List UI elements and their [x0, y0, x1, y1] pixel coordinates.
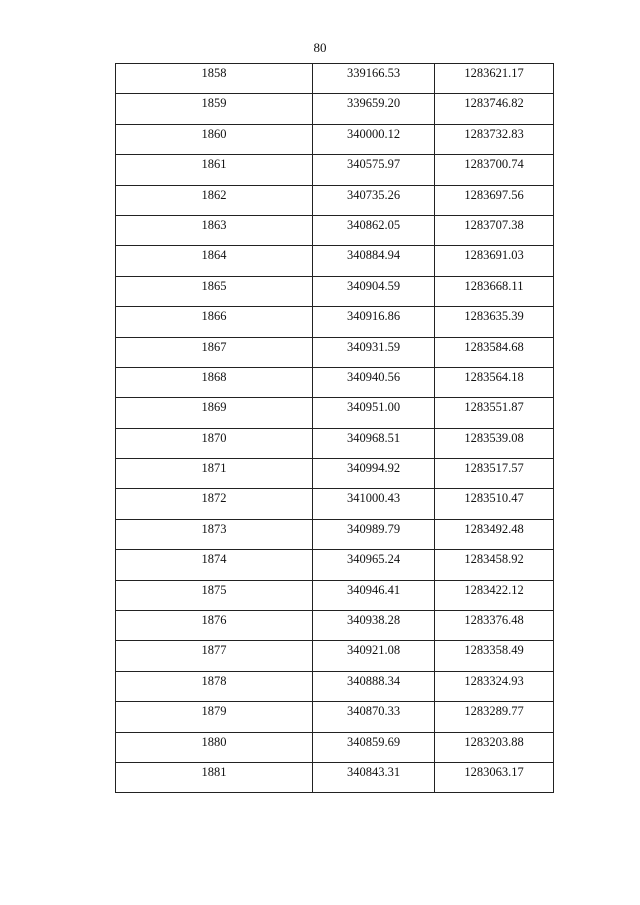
x-coordinate-cell: [313, 337, 435, 367]
cell-text: 340843.31: [346, 764, 401, 779]
cell-text: 1283510.47: [464, 491, 524, 506]
cell-text: 340859.69: [346, 734, 401, 749]
cell-text: 340951.00: [346, 400, 401, 415]
cell-text: 1283458.92: [464, 552, 524, 567]
y-coordinate-cell: [435, 307, 554, 337]
cell-text: 1283539.08: [464, 430, 524, 445]
x-coordinate-cell: [313, 367, 435, 397]
point-number-cell: [116, 702, 313, 732]
cell-text: 1283635.39: [464, 309, 524, 324]
x-coordinate-cell: [313, 185, 435, 215]
x-coordinate-cell: [313, 580, 435, 610]
cell-text: 340921.08: [346, 643, 401, 658]
x-coordinate-cell: [313, 641, 435, 671]
x-coordinate-cell: [313, 671, 435, 701]
point-number-cell: [116, 64, 313, 94]
cell-text: 1870: [201, 430, 227, 445]
table-row: [116, 428, 554, 458]
page-number: 80: [313, 40, 327, 55]
x-coordinate-cell: [313, 307, 435, 337]
table-row: [116, 519, 554, 549]
y-coordinate-cell: [435, 732, 554, 762]
cell-text: 1866: [201, 309, 227, 324]
cell-text: 1867: [201, 339, 227, 354]
y-coordinate-cell: [435, 702, 554, 732]
table-row: [116, 64, 554, 94]
cell-text: 1283422.12: [464, 582, 524, 597]
cell-text: 340884.94: [346, 248, 401, 263]
cell-text: 1283584.68: [464, 339, 524, 354]
cell-text: 1283697.56: [464, 187, 524, 202]
cell-text: 1283358.49: [464, 643, 524, 658]
y-coordinate-cell: [435, 489, 554, 519]
coordinate-table: [115, 63, 554, 793]
point-number-cell: [116, 276, 313, 306]
cell-text: 1869: [201, 400, 227, 415]
y-coordinate-cell: [435, 64, 554, 94]
x-coordinate-cell: [313, 702, 435, 732]
point-number-cell: [116, 94, 313, 124]
cell-text: 1880: [201, 734, 227, 749]
point-number-cell: [116, 185, 313, 215]
y-coordinate-cell: [435, 185, 554, 215]
cell-text: 1283492.48: [464, 521, 524, 536]
cell-text: 1871: [201, 461, 227, 476]
cell-text: 340888.34: [346, 673, 401, 688]
y-coordinate-cell: [435, 124, 554, 154]
x-coordinate-cell: [313, 215, 435, 245]
y-coordinate-cell: [435, 276, 554, 306]
y-coordinate-cell: [435, 459, 554, 489]
table-row: [116, 185, 554, 215]
cell-text: 1283707.38: [464, 217, 524, 232]
cell-text: 1283551.87: [464, 400, 524, 415]
point-number-cell: [116, 459, 313, 489]
cell-text: 1283063.17: [464, 764, 524, 779]
cell-text: 1860: [201, 126, 227, 141]
cell-text: 340968.51: [346, 430, 401, 445]
cell-text: 340938.28: [346, 613, 401, 628]
table-row: [116, 732, 554, 762]
cell-text: 1283376.48: [464, 613, 524, 628]
y-coordinate-cell: [435, 550, 554, 580]
cell-text: 340931.59: [346, 339, 401, 354]
y-coordinate-cell: [435, 671, 554, 701]
cell-text: 1283324.93: [464, 673, 524, 688]
point-number-cell: [116, 671, 313, 701]
cell-text: 1283700.74: [464, 157, 524, 172]
cell-text: 1283289.77: [464, 704, 524, 719]
point-number-cell: [116, 398, 313, 428]
table-row: [116, 550, 554, 580]
cell-text: 340946.41: [346, 582, 401, 597]
cell-text: 340735.26: [346, 187, 401, 202]
table-row: [116, 702, 554, 732]
table-row: [116, 398, 554, 428]
x-coordinate-cell: [313, 155, 435, 185]
cell-text: 339659.20: [346, 96, 401, 111]
table-row: [116, 307, 554, 337]
cell-text: 1859: [201, 96, 227, 111]
cell-text: 340965.24: [346, 552, 401, 567]
y-coordinate-cell: [435, 611, 554, 641]
cell-text: 1865: [201, 278, 227, 293]
cell-text: 340862.05: [346, 217, 401, 232]
table-row: [116, 367, 554, 397]
cell-text: 339166.53: [346, 66, 401, 80]
x-coordinate-cell: [313, 276, 435, 306]
cell-text: 1858: [201, 66, 227, 80]
x-coordinate-cell: [313, 519, 435, 549]
cell-text: 340000.12: [346, 126, 401, 141]
table-row: [116, 246, 554, 276]
cell-text: 340994.92: [346, 461, 401, 476]
y-coordinate-cell: [435, 215, 554, 245]
table-row: [116, 94, 554, 124]
y-coordinate-cell: [435, 519, 554, 549]
y-coordinate-cell: [435, 246, 554, 276]
cell-text: 1283746.82: [464, 96, 524, 111]
point-number-cell: [116, 519, 313, 549]
x-coordinate-cell: [313, 428, 435, 458]
x-coordinate-cell: [313, 64, 435, 94]
x-coordinate-cell: [313, 459, 435, 489]
y-coordinate-cell: [435, 155, 554, 185]
cell-text: 1874: [201, 552, 227, 567]
y-coordinate-cell: [435, 762, 554, 792]
cell-text: 1862: [201, 187, 227, 202]
cell-text: 340916.86: [346, 309, 401, 324]
y-coordinate-cell: [435, 367, 554, 397]
cell-text: 1868: [201, 369, 227, 384]
x-coordinate-cell: [313, 550, 435, 580]
point-number-cell: [116, 489, 313, 519]
cell-text: 1881: [201, 764, 227, 779]
point-number-cell: [116, 611, 313, 641]
point-number-cell: [116, 124, 313, 154]
x-coordinate-cell: [313, 124, 435, 154]
x-coordinate-cell: [313, 611, 435, 641]
x-coordinate-cell: [313, 246, 435, 276]
point-number-cell: [116, 337, 313, 367]
y-coordinate-cell: [435, 94, 554, 124]
point-number-cell: [116, 307, 313, 337]
point-number-cell: [116, 641, 313, 671]
cell-text: 1875: [201, 582, 227, 597]
point-number-cell: [116, 155, 313, 185]
point-number-cell: [116, 580, 313, 610]
table-row: [116, 124, 554, 154]
cell-text: 340870.33: [346, 704, 401, 719]
table-row: [116, 489, 554, 519]
cell-text: 1283668.11: [464, 278, 524, 293]
y-coordinate-cell: [435, 580, 554, 610]
table-row: [116, 459, 554, 489]
table-row: [116, 611, 554, 641]
table-row: [116, 580, 554, 610]
cell-text: 1861: [201, 157, 227, 172]
point-number-cell: [116, 732, 313, 762]
table-row: [116, 215, 554, 245]
point-number-cell: [116, 428, 313, 458]
table-row: [116, 762, 554, 792]
cell-text: 340904.59: [346, 278, 401, 293]
table-row: [116, 641, 554, 671]
cell-text: 1879: [201, 704, 227, 719]
cell-text: 340940.56: [346, 369, 401, 384]
cell-text: 1873: [201, 521, 227, 536]
cell-text: 1283203.88: [464, 734, 524, 749]
cell-text: 1878: [201, 673, 227, 688]
table-row: [116, 671, 554, 701]
cell-text: 340989.79: [346, 521, 401, 536]
x-coordinate-cell: [313, 489, 435, 519]
point-number-cell: [116, 246, 313, 276]
y-coordinate-cell: [435, 398, 554, 428]
y-coordinate-cell: [435, 641, 554, 671]
cell-text: 1283621.17: [464, 66, 524, 80]
point-number-cell: [116, 550, 313, 580]
x-coordinate-cell: [313, 762, 435, 792]
x-coordinate-cell: [313, 398, 435, 428]
point-number-cell: [116, 215, 313, 245]
table-body: [116, 64, 554, 793]
point-number-cell: [116, 762, 313, 792]
x-coordinate-cell: [313, 732, 435, 762]
cell-text: 1863: [201, 217, 227, 232]
cell-text: 1283517.57: [464, 461, 524, 476]
cell-text: 1283691.03: [464, 248, 524, 263]
y-coordinate-cell: [435, 428, 554, 458]
cell-text: 1283564.18: [464, 369, 524, 384]
cell-text: 340575.97: [346, 157, 401, 172]
x-coordinate-cell: [313, 94, 435, 124]
cell-text: 341000.43: [346, 491, 401, 506]
table-row: [116, 276, 554, 306]
table-row: [116, 155, 554, 185]
cell-text: 1876: [201, 613, 227, 628]
cell-text: 1872: [201, 491, 227, 506]
point-number-cell: [116, 367, 313, 397]
cell-text: 1283732.83: [464, 126, 524, 141]
table-row: [116, 337, 554, 367]
y-coordinate-cell: [435, 337, 554, 367]
cell-text: 1864: [201, 248, 227, 263]
cell-text: 1877: [201, 643, 227, 658]
